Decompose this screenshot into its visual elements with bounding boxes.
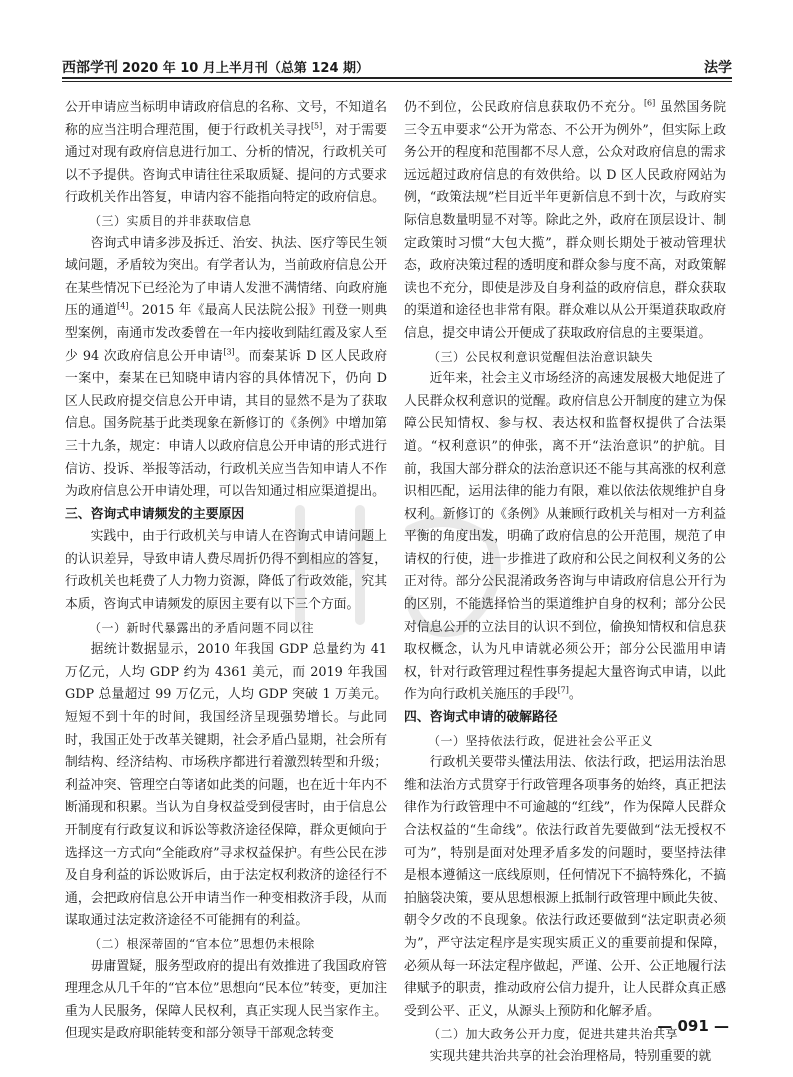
paragraph [404, 368, 726, 707]
header-rule-thin [62, 81, 732, 82]
citation-marker: [6] [643, 98, 656, 108]
text-run: 行政机关要带头懂法用法、依法行政，把运用法治思维和法治方式贯穿于行政管理各项事务的始终，真正把法律作为行政管理中不可逾越的“红线”，作为保障人民群众合法权益的“生命线”。依法行政首先要做到“法无授权不可为”，特别是面对处理矛盾多发的问题时，要坚持法律是根本遵循这一底线原则，任何情况下不搞特殊化，不搞拍脑袋决策，要从思想根源上抵制行政管理中顾此失彼、朝令夕改的不良现象。依法行政还要做到“法定职责必须为”，严守法定程序是实现实质正义的重要前提和保障，必须从每一环法定程序做起，严谨、公开、公正地履行法律赋予的职责，推动政府公信力提升，让人民群众真正感受到公平、正义，从源头上预防和化解矛盾。 [404, 755, 726, 1019]
text-run: （一）坚持依法行政，促进社会公平正义 [428, 733, 654, 748]
paragraph [65, 639, 387, 933]
text-run: 三、咨询式申请频发的主要原因 [65, 506, 245, 522]
citation-marker: [3] [223, 347, 235, 357]
text-run: 。 [568, 687, 582, 703]
text-run: （三）公民权利意识觉醒但法治意识缺失 [428, 349, 654, 364]
journal-logo: 西部学刊 [62, 60, 118, 76]
paragraph [404, 97, 726, 346]
text-run: 。而秦某诉 D 区人民政府一案中，秦某在已知晓申请内容的具体情况下，仍向 D 区人民政府提交信息公开申请，其目的显然不是为了获取信息。国务院基于此类现象在新修订的《条例》中增加第三十九条，规定：申请人以政府信息公开申请的形式进行信访、投诉、举报等活动，行政机关应当告知申请人不作为政府信息公开申请处理，可以告知通过相应渠道提出。 [65, 348, 387, 500]
citation-marker: [7] [557, 686, 569, 696]
citation-marker: [5] [310, 121, 323, 131]
page-number: — 091 — [657, 1017, 729, 1035]
citation-marker: [4] [117, 302, 129, 312]
text-run: （三）实质目的并非获取信息 [89, 213, 252, 228]
section-heading [404, 707, 726, 730]
text-run: 咨询式申请多涉及拆迁、治安、执法、医疗等民生领域问题，矛盾较为突出。有学者认为，当前政府信息公开在某些情况下已经沦为了申请人发泄不满情绪、向政府施压的通道 [65, 235, 387, 319]
text-run: 四、咨询式申请的破解路径 [404, 710, 558, 726]
subsection-heading [65, 210, 387, 233]
left-column [65, 97, 387, 1046]
subsection-heading [65, 933, 387, 956]
text-run: （二）加大政务公开力度，促进共建共治共享 [428, 1027, 679, 1042]
header-journal-issue [62, 57, 369, 77]
paragraph [404, 752, 726, 1023]
header-rule [62, 77, 732, 79]
section-name: 法学 [704, 60, 732, 76]
subsection-heading [404, 346, 726, 369]
right-column [404, 97, 726, 1069]
text-run: 据统计数据显示，2010 年我国 GDP 总量约为 41 万亿元，人均 GDP 约为 4361 美元，而 2019 年我国 GDP 总量超过 99 万亿元，人均 GDP 突破 1 万美元。短短不到十年的时间，我国经济呈现强势增长。与此同时，我国正处于改革关键期，社会矛盾凸显期，社会所有制结构、经济结构、市场秩序都进行着激烈转型和升级；利益冲突、管理空白等诸如此类的问题，也在近十年内不断涌现和积累。当认为自身权益受到侵害时，由于信息公开制度有行政复议和诉讼等救济途径保障，群众更倾向于选择这一方式向“全能政府”寻求权益保护。有些公民在涉及自身利益的诉讼败诉后，由于法定权利救济的途径行不通，会把政府信息公开申请当作一种变相救济手段，从而谋取通过法定救济途径不可能拥有的利益。 [65, 642, 387, 929]
subsection-heading [65, 617, 387, 640]
paragraph [65, 233, 387, 504]
section-heading [65, 504, 387, 527]
text-run: 实践中，由于行政机关与申请人在咨询式申请问题上的认识差异，导致申请人费尽周折仍得不到相应的答复，行政机关也耗费了人力物力资源，降低了行政效能，究其本质，咨询式申请频发的原因主要有以下三个方面。 [65, 529, 387, 613]
issue-info: 2020 年 10 月上半月刊（总第 124 期） [122, 61, 370, 76]
paragraph [65, 526, 387, 616]
paragraph [404, 1046, 726, 1069]
paragraph [65, 97, 387, 210]
text-run: ，对于需要通过对现有政府信息进行加工、分析的情况，行政机关可以不予提供。咨询式申请往往采取质疑、提问的方式要求行政机关作出答复，申请内容不能指向特定的政府信息。 [65, 122, 388, 206]
text-run: 实现共建共治共享的社会治理格局，特别重要的就 [429, 1048, 712, 1064]
text-run: （一）新时代暴露出的矛盾问题不同以往 [89, 620, 315, 635]
paragraph [65, 956, 387, 1046]
text-run: 近年来，社会主义市场经济的高速发展极大地促进了人民群众权利意识的觉醒。政府信息公开制度的建立为保障公民知情权、参与权、表达权和监督权提供了合法渠道。“权利意识”的伸张，离不开“法治意识”的护航。目前，我国大部分群众的法治意识还不能与其高涨的权利意识相匹配，运用法律的能力有限，难以依法依规维护自身权利。新修订的《条例》从兼顾行政机关与相对一方利益平衡的角度出发，明确了政府信息的公开范围，规范了申请权的行使，进一步推进了政府和公民之间权利义务的公正对待。部分公民混淆政务咨询与申请政府信息公开行为的区别，不能选择恰当的渠道维护自身的权利；部分公民对信息公开的立法目的认识不到位，偷换知情权和信息获取权概念，认为凡申请就必须公开；部分公民滥用申请权，针对行政管理过程性事务提起大量咨询式申请，以此作为向行政机关施压的手段 [404, 371, 726, 703]
text-run: 公开申请应当标明申请政府信息的名称、文号，不知道名称的应当注明合理范围，便于行政机关寻找 [65, 100, 387, 138]
text-run: （二）根深蒂固的“官本位”思想仍未根除 [89, 936, 315, 951]
text-run: 仍不到位，公民政府信息获取仍不充分。 [404, 100, 644, 115]
subsection-heading [404, 730, 726, 753]
text-run: 毋庸置疑，服务型政府的提出有效推进了我国政府管理理念从几千年的“官本位”思想向“民本位”转变，更加注重为人民服务，保障人民权利，真正实现人民当家作主。但现实是政府职能转变和部分领导干部观念转变 [65, 958, 387, 1042]
text-run: 。2015 年《最高人民法院公报》刊登一则典型案例，南通市发改委曾在一年内接收到陆红霞及家人至少 94 次政府信息公开申请 [65, 303, 388, 364]
running-header [62, 55, 732, 81]
text-run: 虽然国务院三令五申要求“公开为常态、不公开为例外”，但实际上政务公开的程度和范围都不尽人意，公众对政府信息的需求远远超过政府信息的有效供给。以 D 区人民政府网站为例，“政策法规”栏目近半年更新信息不到十次，与政府实际信息数量明显不对等。除此之外，政府在顶层设计、制定政策时习惯“大包大揽”，群众则长期处于被动管理状态，政府决策过程的透明度和群众参与度不高，对政策解读也不充分，即使是涉及自身利益的政府信息，群众获取的渠道和途径也非常有限。群众难以从公开渠道获取政府信息，提交申请公开便成了获取政府信息的主要渠道。 [404, 100, 726, 341]
